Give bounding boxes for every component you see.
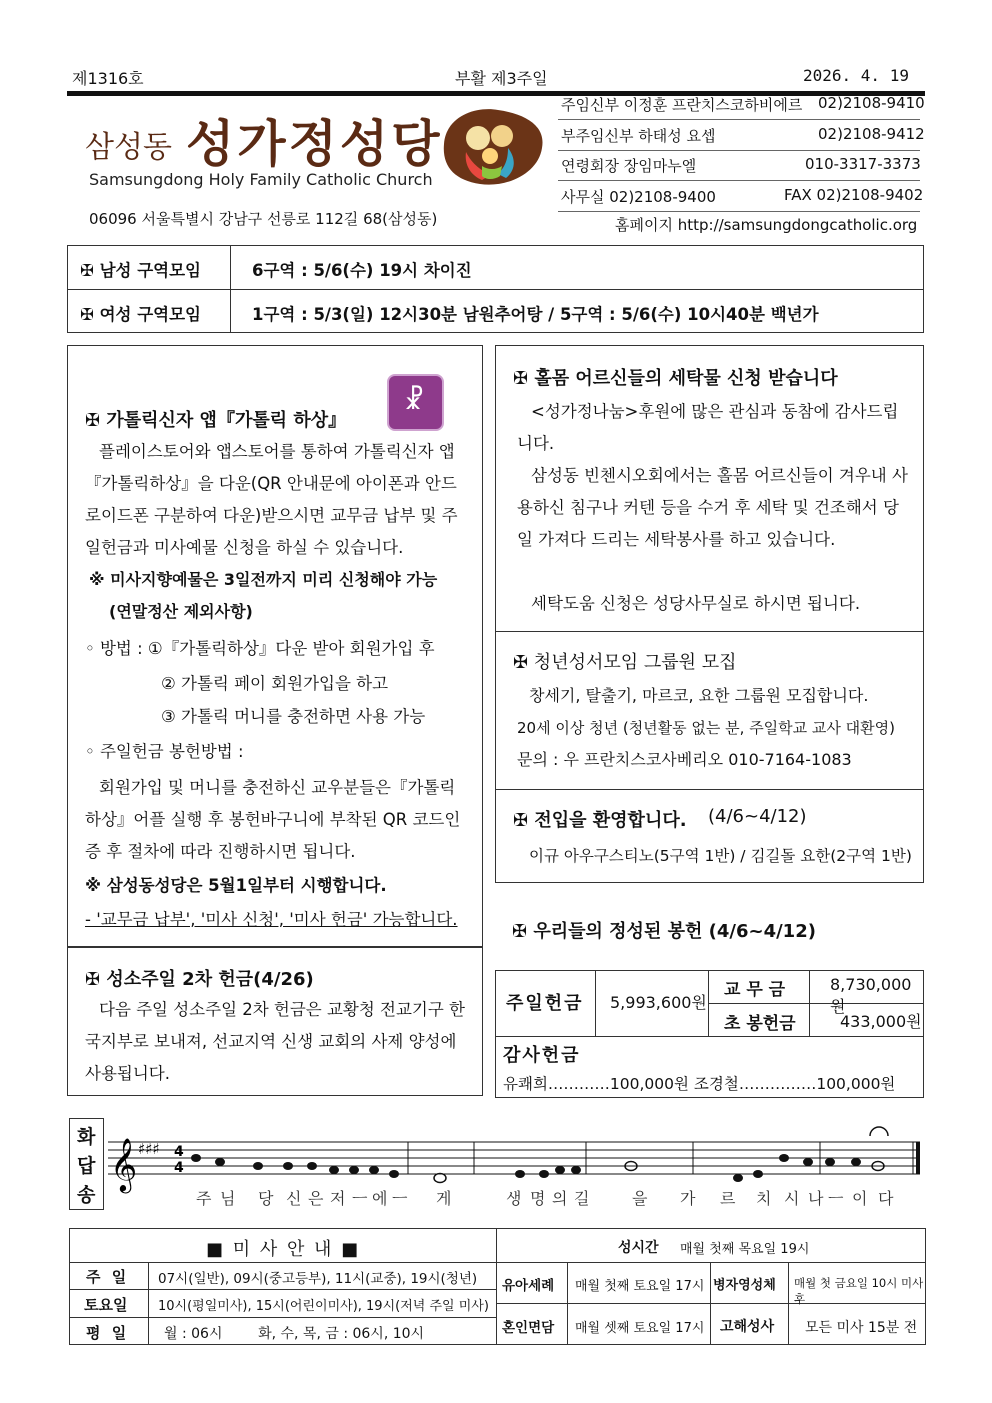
sick-communion-label: 병자영성체	[713, 1278, 776, 1293]
lyric-syllable: 님	[220, 1189, 236, 1208]
welcome-names: 이규 아우구스티노(5구역 1반) / 김길돌 요한(2구역 1반)	[529, 847, 912, 865]
svg-text:♯♯♯: ♯♯♯	[138, 1140, 160, 1158]
mass-times-sunday: 07시(일반), 09시(중고등부), 11시(교중), 19시(청년)	[158, 1271, 478, 1287]
app-method-1: ◦ 방법 : ①『가톨릭하상』다운 받아 회원가입 후	[85, 639, 435, 658]
lyric-syllable: 당	[258, 1189, 274, 1208]
liturgical-week: 부활 제3주일	[455, 69, 548, 88]
holy-hour-time: 매월 첫째 목요일 19시	[680, 1242, 810, 1257]
mass-title: ■ 미 사 안 내 ■	[206, 1239, 361, 1260]
lyric-syllable: 명	[530, 1189, 546, 1208]
meeting-text-women: 1구역 : 5/3(일) 12시30분 남원추어탕 / 5구역 : 5/6(수) 10시40분 백년가	[252, 305, 819, 324]
issue-number: 제1316호	[72, 69, 144, 88]
vocation-sunday-title: ✠ 성소주일 2차 헌금(4/26)	[85, 969, 314, 990]
welcome-dates: (4/6~4/12)	[708, 806, 807, 827]
contact-label-2: 부주임신부 하태성 요셉	[561, 127, 716, 145]
contact-divider	[558, 119, 920, 120]
mass-times-saturday: 10시(평일미사), 15시(어린이미사), 19시(저녁 주일 미사)	[158, 1299, 489, 1314]
church-title: 성가정성당	[186, 115, 443, 173]
app-note-mass-intention: ※ 미사지향예물은 3일전까지 미리 신청해야 가능	[89, 570, 438, 589]
app-offering-text: 회원가입 및 머니를 충전하신 교우분들은『가톨릭하상』어플 실행 후 봉헌바구니에 부착된 QR 코드인증 후 절차에 따라 진행하시면 됩니다.	[85, 778, 461, 861]
svg-text:4: 4	[174, 1144, 184, 1160]
mass-day-saturday: 토요일	[84, 1296, 128, 1314]
lyric-syllable: 에	[372, 1189, 388, 1208]
laundry-apply: 세탁도움 신청은 성당사무실로 하시면 됩니다.	[531, 594, 861, 613]
lyric-syllable: ㅡ	[392, 1189, 408, 1208]
lyric-syllable: ㅡ	[828, 1189, 844, 1208]
lyric-syllable: 생	[506, 1189, 522, 1208]
contact-label-4: 사무실 02)2108-9400	[561, 188, 716, 206]
contact-divider	[558, 150, 920, 151]
mass-schedule	[69, 1228, 926, 1345]
donation-table	[495, 970, 924, 1098]
contact-value-3: 010-3317-3373	[805, 155, 921, 173]
psalm-label	[69, 1118, 104, 1210]
lyric-syllable: 치	[756, 1189, 772, 1208]
donation-tithe-label: 교 무 금	[724, 980, 786, 1000]
laundry-description: 삼성동 빈첸시오회에서는 홀몸 어르신들이 겨우내 사용하신 침구나 커텐 등을 수거 후 세탁 및 건조해서 당일 가져다 드리는 세탁봉사를 하고 있습니다.	[517, 466, 908, 549]
lyric-syllable: 이	[852, 1189, 868, 1208]
contact-label-1: 주임신부 이정훈 프란치스코하비에르	[561, 96, 803, 114]
mass-times-weekday: 월 : 06시 화, 수, 목, 금 : 06시, 10시	[164, 1326, 425, 1342]
donation-title: ✠ 우리들의 정성된 봉헌 (4/6~4/12)	[512, 921, 816, 942]
holy-family-logo	[436, 104, 548, 190]
lyric-syllable: 의	[552, 1189, 568, 1208]
lyric-syllable: 게	[436, 1189, 452, 1208]
meetings-table	[67, 245, 924, 333]
donation-candle-value: 433,000원	[840, 1012, 922, 1031]
right-notices	[495, 345, 924, 883]
donation-tithe-value: 8,730,000원	[830, 975, 912, 1016]
marriage-interview-time: 매월 셋째 토요일 17시	[575, 1321, 705, 1336]
youth-groups: 창세기, 탈출기, 마르코, 요한 그룹원 모집합니다.	[529, 686, 869, 705]
contact-divider	[558, 211, 920, 212]
contact-divider	[558, 180, 920, 181]
mass-day-weekday: 평 일	[86, 1324, 130, 1342]
youth-contact: 문의 : 우 프란치스코사베리오 010-7164-1083	[517, 750, 852, 769]
svg-text:𝄞: 𝄞	[110, 1137, 138, 1191]
sick-communion-time: 매월 첫 금요일 10시 미사 후	[794, 1276, 924, 1306]
welcome-title: ✠ 전입을 환영합니다.	[513, 810, 687, 831]
donation-candle-label: 초 봉헌금	[724, 1014, 796, 1034]
holy-hour-label: 성시간	[618, 1240, 659, 1256]
lyric-syllable: 르	[720, 1189, 736, 1208]
lyric-syllable: 길	[574, 1189, 590, 1208]
app-available-services: - '교무금 납부', '미사 신청', '미사 헌금' 가능합니다.	[85, 910, 458, 929]
vocation-sunday-text: 다음 주일 성소주일 2차 헌금은 교황청 전교기구 한국지부로 보내져, 선교지역 신생 교회의 사제 양성에 사용됩니다.	[85, 1000, 465, 1083]
contact-value-4: FAX 02)2108-9402	[784, 186, 924, 204]
meeting-text-men: 6구역 : 5/6(수) 19시 차이진	[252, 261, 472, 280]
contact-value-1: 02)2108-9410	[818, 94, 925, 112]
issue-date: 2026. 4. 19	[803, 66, 909, 85]
marriage-interview-label: 혼인면담	[502, 1320, 555, 1336]
infant-baptism-label: 유아세례	[502, 1278, 555, 1294]
vocation-sunday-notice	[67, 947, 483, 1096]
contact-value-2: 02)2108-9412	[818, 125, 925, 143]
lyric-syllable: ㅡ	[352, 1189, 368, 1208]
psalm-label-char: 송	[77, 1184, 96, 1206]
confession-time: 모든 미사 15분 전	[805, 1320, 918, 1336]
laundry-title: ✠ 홀몸 어르신들의 세탁물 신청 받습니다	[513, 368, 838, 389]
mass-day-sunday: 주 일	[86, 1268, 130, 1286]
app-notice	[67, 345, 483, 947]
psalm-label-char: 답	[77, 1155, 96, 1177]
donation-sunday-label: 주일헌금	[506, 993, 584, 1014]
psalm-label-char: 화	[77, 1126, 96, 1148]
confession-label: 고해성사	[720, 1319, 775, 1335]
address: 06096 서울특별시 강남구 선릉로 112길 68(삼성동)	[89, 210, 438, 228]
app-method-2: ② 가톨릭 페이 회원가입을 하고	[161, 674, 389, 693]
app-offering-label: ◦ 주일헌금 봉헌방법 :	[85, 742, 244, 761]
homepage-link[interactable]: 홈페이지 http://samsungdongcatholic.org	[615, 216, 918, 234]
app-icon[interactable]: ☧	[387, 374, 444, 431]
meeting-label-women: ✠ 여성 구역모임	[80, 305, 201, 324]
lyric-syllable: 시	[784, 1189, 800, 1208]
church-title-english: Samsungdong Holy Family Catholic Church	[89, 170, 433, 189]
lyric-syllable: 을	[632, 1189, 648, 1208]
infant-baptism-time: 매월 첫째 토요일 17시	[575, 1279, 705, 1294]
lyric-syllable: 다	[878, 1189, 894, 1208]
contact-label-3: 연령회장 장임마누엘	[561, 157, 697, 175]
app-title: ✠ 가톨릭신자 앱『가톨릭 하상』	[85, 410, 347, 431]
donation-thanks-label: 감사헌금	[503, 1045, 581, 1066]
youth-title: ✠ 청년성서모임 그룹원 모집	[513, 652, 737, 673]
lyric-syllable: 가	[680, 1189, 696, 1208]
svg-text:4: 4	[174, 1160, 184, 1176]
lyric-syllable: 신	[286, 1189, 302, 1208]
youth-eligibility: 20세 이상 청년 (청년활동 없는 분, 주일학교 교사 대환영)	[517, 719, 895, 737]
app-method-3: ③ 가톨릭 머니를 충전하면 사용 가능	[161, 707, 426, 726]
meeting-label-men: ✠ 남성 구역모임	[80, 261, 201, 280]
lyric-syllable: 주	[196, 1189, 212, 1208]
laundry-thanks: <성가정나눔>후원에 많은 관심과 동참에 감사드립니다.	[517, 402, 899, 453]
title-small: 삼성동	[85, 130, 172, 165]
lyric-syllable: 나	[808, 1189, 824, 1208]
app-description: 플레이스토어와 앱스토어를 통하여 가톨릭신자 앱『가톨릭하상』을 다운(QR 안내문에 아이폰과 안드로이드폰 구분하여 다운)받으시면 교무금 납부 및 주일헌금과 미사예물 신청을 하실 수 있습니다.	[85, 442, 458, 557]
app-start-date: ※ 삼성동성당은 5월1일부터 시행합니다.	[85, 876, 387, 895]
donation-sunday-value: 5,993,600원	[610, 993, 707, 1012]
lyric-syllable: 은	[308, 1189, 324, 1208]
psalm-score	[108, 1112, 928, 1212]
lyric-syllable: 저	[330, 1189, 346, 1208]
donation-thanks-line: 유쾌희…………100,000원 조경철……………100,000원	[503, 1075, 896, 1093]
app-note-tax: (연말정산 제외사항)	[109, 602, 253, 621]
